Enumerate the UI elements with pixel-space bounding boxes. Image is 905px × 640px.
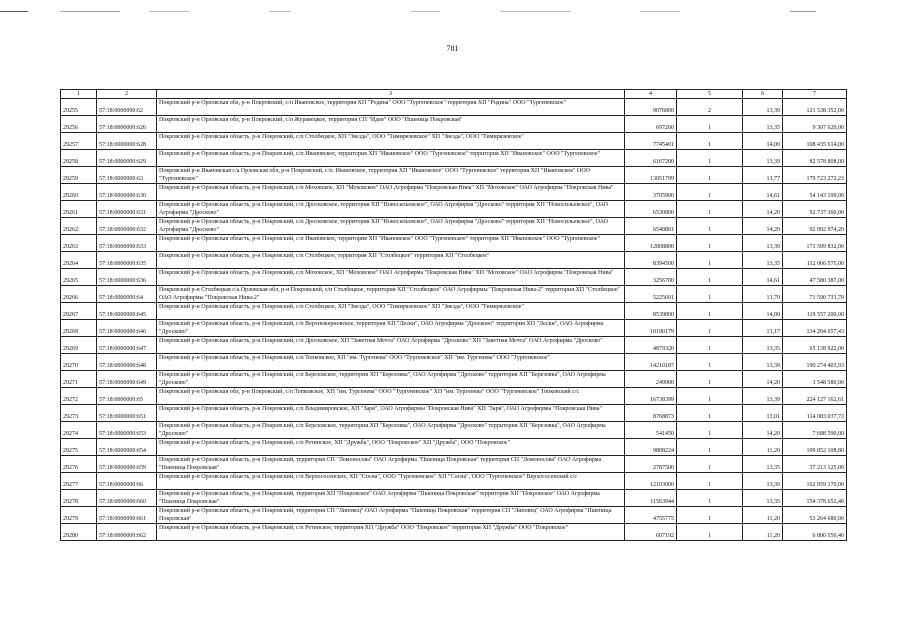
value-cell: 92 992 974,20 [783,218,847,235]
value-cell: 171 509 832,00 [783,235,847,252]
table-row [61,490,847,507]
location-description-cell: Покровский р-н Орловская область, р-н Покровский, с/п Ивановское, территория ХП "Ивановское" ООО "Тургеневское" территория ХП "Ивановское" ООО "Тургеневское" [157,150,625,167]
row-number-cell: 29276 [61,456,97,473]
price-cell: 11,20 [743,507,783,524]
quantity-cell: 1 [677,371,743,388]
area-cell: 9076800 [625,99,677,116]
location-description-cell: Покровский р-н Орловская область, р-н Покровский, с/п Верхососенское, ХП "Сосна", ООО "Тургеневское" ХП "Сосна", ООО "Тургеневское" Верхососенский с/с [157,473,625,490]
area-cell: 8539800 [625,303,677,320]
quantity-cell: 1 [677,524,743,541]
value-cell: 154 378 652,40 [783,490,847,507]
row-number-cell: 29273 [61,405,97,422]
row-number-cell: 29271 [61,371,97,388]
cadastral-number-cell: 57:18:0000000:626 [97,116,157,133]
area-cell: 8768873 [625,405,677,422]
price-cell: 13,35 [743,252,783,269]
location-description-cell: Покровский р-н Орловская область, р-н Покровский, с/п Столбецкое, ХП "Звезда", ООО "Тимирязевское" ХП "Звезда", ООО "Тимирязевское" [157,303,625,320]
table-row [61,473,847,490]
quantity-cell: 1 [677,150,743,167]
quantity-cell: 1 [677,473,743,490]
location-description-cell: Покровский р-н Орловская область, р-н Покровский, с/п Верхнежерновское, территория ХП "Лески", ОАО Агрофирма "Дросково" территория ХП "Лески", ОАО Агрофирма "Дросково" [157,320,625,337]
quantity-cell: 1 [677,456,743,473]
quantity-cell: 1 [677,116,743,133]
table-row [61,303,847,320]
location-description-cell: Покровский р-н Орловская область, р-н Покровский, с/п Ивановское, территория ХП "Ивановское" ООО "Тургеневское" территория ХП "Ивановское" ООО "Тургеневское" [157,235,625,252]
cadastral-number-cell: 57:18:0000000:633 [97,235,157,252]
location-description-cell: Покровский р-н Орловская область, р-н Покровский, с/п Моховское, ХП "Моховское" ОАО Агрофирма "Покровская Нива" ХП "Моховское" ОАО Агрофирма "Покровская Нива" [157,184,625,201]
value-cell: 37 213 125,00 [783,456,847,473]
table-row [61,184,847,201]
cadastral-number-cell: 57:18:0000000:631 [97,201,157,218]
location-description-cell: Покровский р-н Орловская область, р-н Покровский, территория СП "Липовец" ОАО Агрофирма "Пшеница Покровская" территория СП "Липовец" ОАО Агрофирма "Пшеница Покровская" [157,507,625,524]
row-number-cell: 29260 [61,184,97,201]
table-row [61,235,847,252]
table-row [61,218,847,235]
cadastral-number-cell: 57:18:0000000:649 [97,371,157,388]
area-cell: 7745401 [625,133,677,150]
quantity-cell: 1 [677,320,743,337]
row-number-cell: 29255 [61,99,97,116]
price-cell: 13,35 [743,337,783,354]
quantity-cell: 1 [677,303,743,320]
cadastral-number-cell: 57:18:0000000:64 [97,286,157,303]
row-number-cell: 29269 [61,337,97,354]
table-row [61,201,847,218]
area-cell: 14210187 [625,354,677,371]
quantity-cell: 1 [677,252,743,269]
table-row [61,99,847,116]
table-row [61,133,847,150]
price-cell: 14,20 [743,201,783,218]
row-number-cell: 29264 [61,252,97,269]
price-cell: 13,17 [743,320,783,337]
row-number-cell: 29270 [61,354,97,371]
value-cell: 121 538 352,00 [783,99,847,116]
location-description-cell: Покровский р-н Столбецкая с/а Орловская обл, р-н Покровский, с/п Столбецкое, территория ХП "Столбецкое" ОАО Агрофирмы "Покровская Нива-2" территория ХП "Столбецкое" ОАО Агрофирмы "Покровская Нива-2" [157,286,625,303]
cadastral-number-cell: 57:18:0000000:628 [97,133,157,150]
location-description-cell: Покровский р-н Орловская область, р-н Покровский, с/п Дросковское, территория ХП "Новосильевское", ОАО Агрофирма "Дросково" территория ХП "Новосильевское", ОАО Агрофирма "Дросково" [157,201,625,218]
value-cell: 82 578 808,00 [783,150,847,167]
column-header: 1 [61,90,97,99]
price-cell: 13,35 [743,116,783,133]
cadastral-number-cell: 57:18:0000000:651 [97,405,157,422]
area-cell: 2787500 [625,456,677,473]
value-cell: 53 264 680,00 [783,507,847,524]
quantity-cell: 1 [677,388,743,405]
table-row [61,456,847,473]
table-row [61,337,847,354]
quantity-cell: 1 [677,235,743,252]
location-description-cell: Покровский р-н Орловская область, р-н Покровский, с/п Ретинское, территория ХП "Дружба" ООО "Покровское" территория ХП "Дружба" ООО "Покровское" [157,524,625,541]
area-cell: 4755775 [625,507,677,524]
quantity-cell: 2 [677,99,743,116]
row-number-cell: 29280 [61,524,97,541]
cadastral-number-cell: 57:18:0000000:630 [97,184,157,201]
row-number-cell: 29274 [61,422,97,439]
scan-artifact-strip [0,8,905,16]
area-cell: 3705900 [625,184,677,201]
value-cell: 109 852 108,80 [783,439,847,456]
column-header: 4 [625,90,677,99]
value-cell: 134 204 657,43 [783,320,847,337]
area-cell: 607192 [625,524,677,541]
location-description-cell: Покровский р-н Орловская область, р-н Покровский, с/п Березовское, территория ХП "Березовка", ОАО Агрофирма "Дросково" территория ХП "Березовка", ОАО Агрофирма "Дросково" [157,422,625,439]
price-cell: 11,20 [743,524,783,541]
value-cell: 114 083 037,73 [783,405,847,422]
cadastral-number-cell: 57:18:0000000:629 [97,150,157,167]
price-cell: 14,20 [743,371,783,388]
location-description-cell: Покровский р-н Орловская область, р-н Покровский, с/п Топковское, ХП "им. Тургенева" ООО "Тургеневское" ХП "им. Тургенева" ООО "Тургеневское" [157,354,625,371]
quantity-cell: 1 [677,507,743,524]
value-cell: 108 435 614,00 [783,133,847,150]
value-cell: 119 557 200,00 [783,303,847,320]
quantity-cell: 1 [677,354,743,371]
location-description-cell: Покровский р-н Орловская область, р-н Покровский, с/п Столбецкое, территория ХП "Столбецкое" территория ХП "Столбецкое" [157,252,625,269]
cadastral-number-cell: 57:18:0000000:654 [97,439,157,456]
location-description-cell: Покровский р-н Орловская обл, р-н Покровский, с/п Ивановское, территория ХП "Родина" ООО "Тургеневское" территория ХП "Родина" ООО "Тургеневское" [157,99,625,116]
location-description-cell: Покровский р-н Ивановская с/а Орловская обл, р-н Покровский, с/п. Ивановское, территория ХП "Ивановское" ООО "Тургеневское" территория ХП "Ивановское" ООО "Тургеневское" [157,167,625,184]
price-cell: 13,39 [743,388,783,405]
area-cell: 8394500 [625,252,677,269]
cadastral-number-cell: 57:18:0000000:648 [97,354,157,371]
value-cell: 162 059 170,00 [783,473,847,490]
table-row [61,167,847,184]
price-cell: 14,20 [743,218,783,235]
price-cell: 13,39 [743,473,783,490]
row-number-cell: 29257 [61,133,97,150]
location-description-cell: Покровский р-н Орловская область, р-н Покровский, с/п Столбецкое, ХП "Звезда", ООО "Тимирязевское" ХП "Звезда", ООО "Тимирязевское" [157,133,625,150]
cadastral-number-cell: 57:18:0000000:661 [97,507,157,524]
location-description-cell: Покровский р-н Орловская область, р-н Покровский, с/п Дросковское, ХП "Заветная Мечта" ОАО Агрофирма "Дросково" ХП "Заветная Мечта" ОАО Агрофирма "Дросково" [157,337,625,354]
price-cell: 14,20 [743,422,783,439]
column-header: 2 [97,90,157,99]
cadastral-number-cell: 57:18:0000000:662 [97,524,157,541]
cadastral-number-cell: 57:18:0000000:645 [97,303,157,320]
value-cell: 3 548 580,00 [783,371,847,388]
price-cell: 13,35 [743,456,783,473]
row-number-cell: 29275 [61,439,97,456]
row-number-cell: 29265 [61,269,97,286]
area-cell: 11563944 [625,490,677,507]
page-number: 781 [446,44,459,53]
area-cell: 4879320 [625,337,677,354]
value-cell: 190 274 403,93 [783,354,847,371]
area-cell: 6530800 [625,201,677,218]
cadastral-number-cell: 57:18:0000000:636 [97,269,157,286]
row-number-cell: 29266 [61,286,97,303]
value-cell: 65 138 922,00 [783,337,847,354]
cadastral-number-cell: 57:18:0000000:653 [97,422,157,439]
value-cell: 7 688 590,00 [783,422,847,439]
area-cell: 541450 [625,422,677,439]
area-cell: 16738399 [625,388,677,405]
quantity-cell: 1 [677,439,743,456]
location-description-cell: Покровский р-н Орловская область, р-н Покровский, территория СП "Ломоносова" ОАО Агрофирма "Пшеница Покровская" территория СП "Ломоносова" ОАО Агрофирма "Пшеница Покровская" [157,456,625,473]
value-cell: 47 580 387,00 [783,269,847,286]
location-description-cell: Покровский р-н Орловская обл, р-н Покровский, с/п Журавецкое, территория СП "Идея" ООО "Пшеница Покровская" [157,116,625,133]
row-number-cell: 29256 [61,116,97,133]
price-cell: 11,20 [743,439,783,456]
quantity-cell: 1 [677,337,743,354]
price-cell: 13,39 [743,235,783,252]
quantity-cell: 1 [677,167,743,184]
cadastral-number-cell: 57:18:0000000:647 [97,337,157,354]
value-cell: 6 800 550,40 [783,524,847,541]
row-number-cell: 29277 [61,473,97,490]
area-cell: 249900 [625,371,677,388]
value-cell: 54 143 199,00 [783,184,847,201]
area-cell: 12808800 [625,235,677,252]
location-description-cell: Покровский р-н Орловская область, р-н Покровский, с/п Моховское, ХП "Моховское" ОАО Агрофирма "Покровская Нива" ХП "Моховское" ОАО Агрофирма "Покровская Нива" [157,269,625,286]
table-row [61,116,847,133]
price-cell: 14,00 [743,303,783,320]
quantity-cell: 1 [677,218,743,235]
quantity-cell: 1 [677,422,743,439]
table-header-row [61,90,847,99]
table-row [61,252,847,269]
price-cell: 13,39 [743,150,783,167]
price-cell: 14,00 [743,133,783,150]
location-description-cell: Покровский р-н Орловская область, р-н Покровский, с/п Дросковское, территория ХП "Новосильевское", ОАО Агрофирма "Дросково" территория ХП "Новосильевское", ОАО Агрофирма "Дросково" [157,218,625,235]
table-row [61,269,847,286]
quantity-cell: 1 [677,269,743,286]
location-description-cell: Покровский р-н Орловская область, р-н Покровский, с/п Ретинское, ХП "Дружба", ООО "Покровское" ХП "Дружба", ООО "Покровское" [157,439,625,456]
area-cell: 3256700 [625,269,677,286]
area-cell: 6167200 [625,150,677,167]
table-row [61,405,847,422]
cadastre-table [60,89,847,541]
table-row [61,371,847,388]
quantity-cell: 1 [677,201,743,218]
cadastral-number-cell: 57:18:0000000:635 [97,252,157,269]
table-row [61,439,847,456]
row-number-cell: 29258 [61,150,97,167]
quantity-cell: 1 [677,184,743,201]
cadastral-number-cell: 57:18:0000000:65 [97,388,157,405]
value-cell: 92 737 360,00 [783,201,847,218]
area-cell: 6548801 [625,218,677,235]
location-description-cell: Покровский р-н Орловская область, р-н Покровский, с/п Березовское, территория ХП "Березовка", ОАО Агрофирма "Дросково" территория ХП "Березовка", ОАО Агрофирма "Дросково" [157,371,625,388]
value-cell: 224 127 162,61 [783,388,847,405]
value-cell: 179 723 272,23 [783,167,847,184]
table-row [61,354,847,371]
cadastral-number-cell: 57:18:0000000:66 [97,473,157,490]
price-cell: 13,35 [743,490,783,507]
quantity-cell: 1 [677,133,743,150]
column-header: 3 [157,90,625,99]
row-number-cell: 29263 [61,235,97,252]
price-cell: 13,39 [743,99,783,116]
quantity-cell: 1 [677,405,743,422]
location-description-cell: Покровский р-н Орловская обл, р-н Покровский, с/п Топковское, ХП "им. Тургенева" ООО "Тургеневское" ХП "им. Тургенева" ООО "Тургеневское" Топковский с/с [157,388,625,405]
cadastral-number-cell: 57:18:0000000:63 [97,167,157,184]
table-row [61,388,847,405]
row-number-cell: 29262 [61,218,97,235]
table-row [61,286,847,303]
value-cell: 71 590 733,70 [783,286,847,303]
column-header: 5 [677,90,743,99]
price-cell: 14,61 [743,184,783,201]
area-cell: 10190179 [625,320,677,337]
column-header: 6 [743,90,783,99]
area-cell: 5225601 [625,286,677,303]
price-cell: 13,39 [743,354,783,371]
table-row [61,150,847,167]
column-header: 7 [783,90,847,99]
row-number-cell: 29279 [61,507,97,524]
value-cell: 9 307 620,00 [783,116,847,133]
table-row [61,320,847,337]
row-number-cell: 29267 [61,303,97,320]
cadastral-number-cell: 57:18:0000000:632 [97,218,157,235]
price-cell: 13,01 [743,405,783,422]
row-number-cell: 29261 [61,201,97,218]
location-description-cell: Покровский р-н Орловская область, р-н Покровский, с/п Владимировское, ХП "Заря", ОАО Агрофирмы "Покровская Нива" ХП "Заря", ОАО Агрофирмы "Покровская Нива" [157,405,625,422]
row-number-cell: 29268 [61,320,97,337]
cadastral-number-cell: 57:18:0000000:62 [97,99,157,116]
location-description-cell: Покровский р-н Орловская область, р-н Покровский, территория ХП "Покровское" ОАО Агрофирма "Пшеница Покровская" территория ХП "Покровское" ОАО Агрофирма "Пшеница Покровская" [157,490,625,507]
quantity-cell: 1 [677,286,743,303]
area-cell: 13051799 [625,167,677,184]
table-row [61,524,847,541]
price-cell: 13,77 [743,167,783,184]
row-number-cell: 29278 [61,490,97,507]
area-cell: 697200 [625,116,677,133]
cadastral-number-cell: 57:18:0000000:660 [97,490,157,507]
price-cell: 13,70 [743,286,783,303]
table-row [61,507,847,524]
area-cell: 12103000 [625,473,677,490]
row-number-cell: 29272 [61,388,97,405]
quantity-cell: 1 [677,490,743,507]
value-cell: 112 066 575,00 [783,252,847,269]
cadastral-number-cell: 57:18:0000000:659 [97,456,157,473]
price-cell: 14,61 [743,269,783,286]
cadastral-number-cell: 57:18:0000000:646 [97,320,157,337]
table-row [61,422,847,439]
row-number-cell: 29259 [61,167,97,184]
area-cell: 9808224 [625,439,677,456]
